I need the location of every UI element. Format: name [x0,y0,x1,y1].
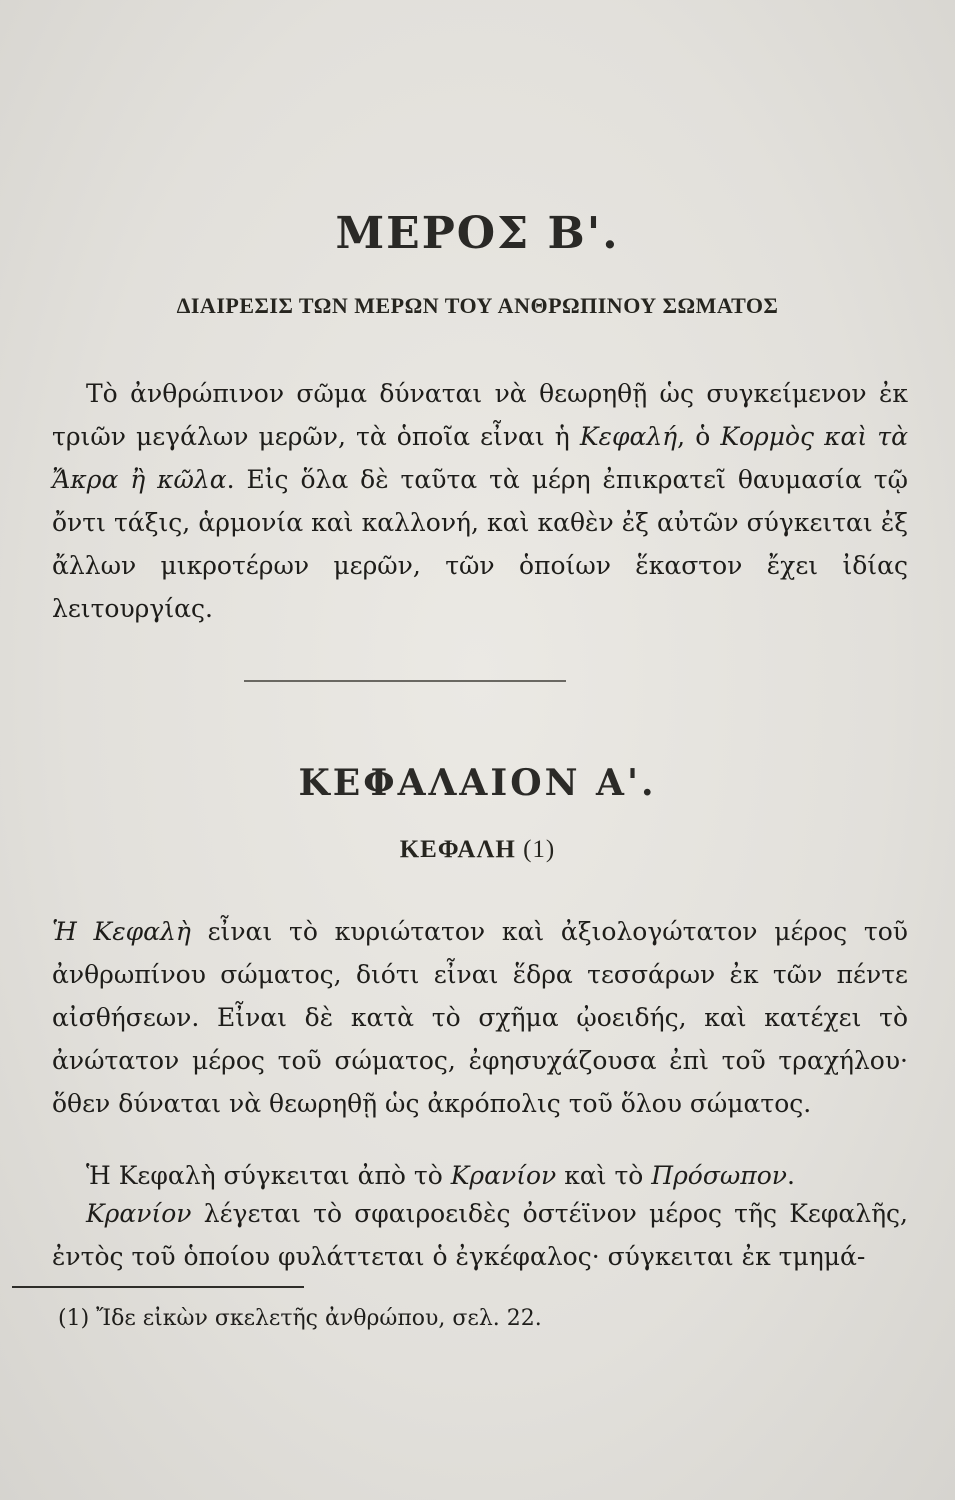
paragraph-kefali [52,910,908,1125]
term-prosopon: Πρόσωπον [651,1161,787,1190]
intro-paragraph [52,372,908,630]
paragraph-kranion [52,1192,908,1278]
intro-term-kormos-akra: Κορμὸς καὶ τὰ Ἄκρα ἢ κῶλα [52,422,908,494]
paragraph-text: καὶ τὸ [556,1161,652,1190]
footnote-rule [12,1286,304,1288]
paragraph-text: εἶναι τὸ κυριώτατον καὶ ἀξιολογώτατον μέρος τοῦ ἀνθρωπίνου σώματος, διότι εἶναι ἕδρα τεσσάρων ἐκ τῶν πέντε αἰσθήσεων. Εἶναι δὲ κατὰ τὸ σχῆμα ᾠοειδής, καὶ κατέχει τὸ ἀνώτατον μέρος τοῦ σώματος, ἐφησυχάζουσα ἐπὶ τοῦ τραχήλου· ὅθεν δύναται νὰ θεωρηθῇ ὡς ἀκρόπολις τοῦ ὅλου σώματος. [52,917,908,1118]
chapter-subtitle [0,836,955,864]
section-divider [244,680,566,682]
intro-text: . Εἰς ὅλα δὲ ταῦτα τὰ μέρη ἐπικρατεῖ θαυμασία τῷ ὄντι τάξις, ἁρμονία καὶ καλλονή, καὶ καθὲν ἐξ αὐτῶν σύγκειται ἐξ ἄλλων μικροτέρων μερῶν, τῶν ὁποίων ἕκαστον ἔχει ἰδίας λειτουργίας. [52,465,908,623]
intro-term-kefali: Κεφαλή [579,422,678,451]
intro-text: Τὸ ἀνθρώπινον σῶμα δύναται νὰ θεωρηθῇ ὡς συγκείμενον ἐκ τριῶν μεγάλων μερῶν, τὰ ὁποῖα εἶναι ἡ [52,379,908,451]
part-subtitle: ΔΙΑΙΡΕΣΙΣ ΤΩΝ ΜΕΡΩΝ ΤΟΥ ΑΝΘΡΩΠΙΝΟΥ ΣΩΜΑΤΟΣ [176,293,779,318]
footnote-reference: (1) [523,836,556,863]
term-kefali: Ἡ Κεφαλὴ [52,917,191,946]
chapter-title: ΚΕΦΑΛΑΙΟΝ Α'. [298,762,657,804]
footnote: (1) Ἴδε εἰκὼν σκελετῆς ἀνθρώπου, σελ. 22. [58,1306,542,1331]
intro-text: , ὁ [677,422,721,451]
paragraph-text: . [786,1161,795,1190]
paragraph-text: Ἡ Κεφαλὴ σύγκειται ἀπὸ τὸ [86,1161,451,1190]
paragraph-parts [52,1154,908,1197]
part-title: ΜΕΡΟΣ Β'. [335,208,620,259]
chapter-subtitle-text: ΚΕΦΑΛΗ [399,836,516,863]
paragraph-text: λέγεται τὸ σφαιροειδὲς ὀστέϊνον μέρος τῆς Κεφαλῆς, ἐντὸς τοῦ ὁποίου φυλάττεται ὁ ἐγκέφαλος· σύγκειται ἐκ τμημά- [52,1199,908,1271]
term-kranion: Κρανίον [86,1199,192,1228]
term-kranion: Κρανίον [450,1161,557,1190]
